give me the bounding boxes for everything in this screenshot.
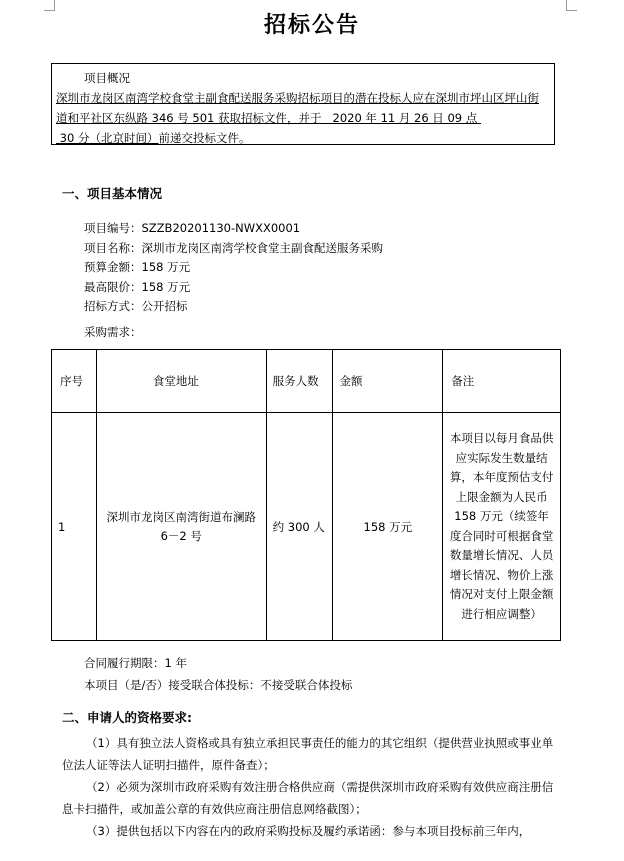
cell-amount: 158 万元 [333,413,443,641]
header-note: 备注 [443,350,561,413]
project-number: 项目编号：SZZB20201130-NWXX0001 [84,221,301,235]
section-heading-basic-info: 一、项目基本情况 [62,186,163,201]
budget-amount: 预算金额：158 万元 [84,260,191,274]
cell-address: 深圳市龙岗区南湾街道布澜路 6－2 号 [96,413,266,641]
table-header-row [52,350,561,413]
header-address: 食堂地址 [96,350,266,413]
cell-people: 约 300 人 [266,413,333,641]
header-no: 序号 [52,350,97,413]
tender-method: 招标方式：公开招标 [84,299,188,313]
contract-term: 合同履行期限：1 年 [84,656,187,670]
header-people: 服务人数 [266,350,333,413]
contract-info [84,652,352,696]
qualification-item-3: （3）提供包括以下内容在内的政府采购投标及履约承诺函：参与本项目投标前三年内， [86,824,531,838]
overview-submit-text: 前递交投标文件。 [158,131,251,145]
procurement-requirement-label: 采购需求： [84,324,142,339]
project-name: 项目名称：深圳市龙岗区南湾学校食堂主副食配送服务采购 [84,240,383,255]
cell-note: 本项目以每月食品供应实际发生数量结算，本年度预估支付上限金额为人民币 158 万元（续签年度合同时可根据食堂数量增长情况、人员增长情况、物价上涨情况对支付上限金额进行相应调整） [443,413,561,641]
overview-deadline-time: 30 分（北京时间） [59,131,159,145]
project-info-list [84,219,383,342]
document-title: 招标公告 [263,12,360,38]
table-row [52,413,561,641]
joint-bid-info: 本项目（是/否）接受联合体投标：不接受联合体投标 [84,678,353,692]
overview-text: 深圳市龙岗区南湾学校食堂主副食配送服务采购招标项目的潜在投标人应在深圳市坪山区坪山街道和平社区东纵路 346 号 501 获取招标文件，并于 [56,91,539,125]
project-overview-box [51,63,555,145]
qualification-list [62,732,562,842]
qualification-item-2: （2）必须为深圳市政府采购有效注册合格供应商（需提供深圳市政府采购有效供应商注册信息卡扫描件，或加盖公章的有效供应商注册信息网络截图）； [62,780,554,816]
overview-heading: 项目概况 [84,71,130,85]
max-price: 最高限价：158 万元 [84,279,191,294]
cell-no: 1 [52,413,97,641]
section-heading-qualifications: 二、申请人的资格要求: [62,710,192,725]
requirements-table [51,349,561,641]
overview-deadline-date: 2020 年 11 月 26 日 09 点 [332,111,478,125]
qualification-item-1: （1）具有独立法人资格或具有独立承担民事责任的能力的其它组织（提供营业执照或事业单位法人证等法人证明扫描件，原件备查）； [62,736,554,772]
header-amount: 金额 [333,350,443,413]
